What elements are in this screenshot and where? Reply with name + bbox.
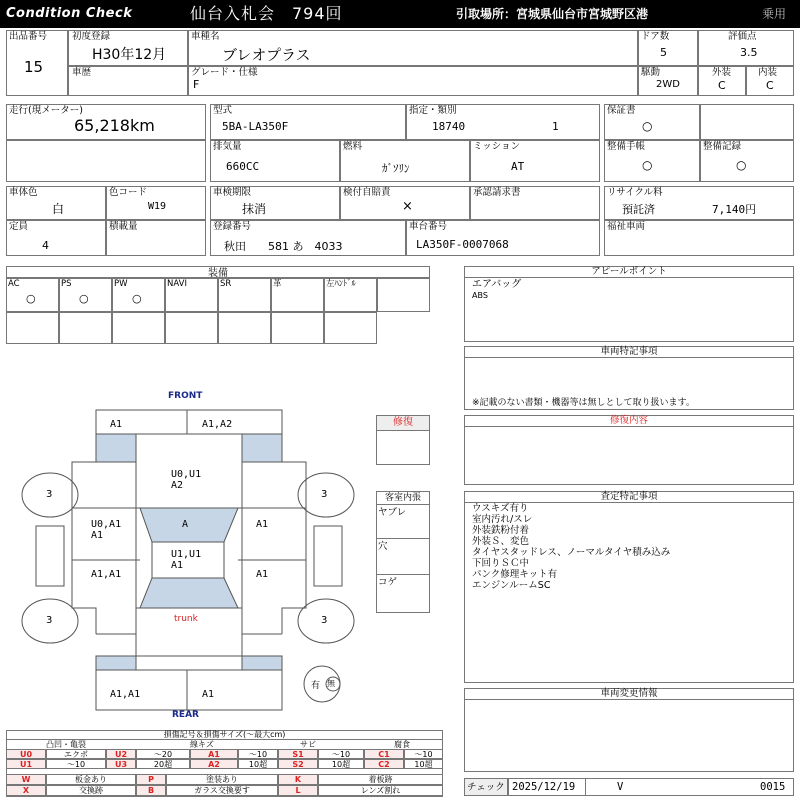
mileage-extra-box — [6, 140, 206, 182]
equipment-title: 装備 — [6, 266, 430, 278]
legend-bottom-cell: レンズ割れ — [318, 785, 443, 796]
legend-cell: U0 — [6, 749, 46, 759]
legend-cell: A2 — [190, 759, 238, 769]
legend-bottom-cell: P — [136, 774, 166, 785]
history-label: 車歴 — [72, 67, 92, 78]
assessment-line-6: 下回りＳＣ中 — [472, 558, 530, 569]
changes-title: 車両変更情報 — [464, 688, 794, 700]
legend-cell: 10超 — [238, 759, 278, 769]
legend-cell: 20超 — [136, 759, 190, 769]
load-label: 積載量 — [109, 221, 138, 232]
special-notes-title: 車両特記事項 — [464, 346, 794, 358]
hood-damage-1: U0,U1 — [171, 469, 202, 480]
grade-value: F — [193, 78, 200, 91]
equipment-empty-cell — [324, 312, 377, 344]
equipment-empty-cell — [271, 312, 324, 344]
equipment-value: ○ — [26, 292, 36, 305]
recycle-status: 預託済 — [622, 203, 655, 216]
score-label: 評価点 — [728, 31, 757, 42]
legend-bottom-cell: 板金あり — [46, 774, 136, 785]
legend-title: 損傷記号＆損傷サイズ(～最大cm) — [6, 730, 443, 740]
special-notes-text: ※記載のない書類・機器等は無しとして取り扱います。 — [472, 398, 695, 408]
interior-trim-item-3: コゲ — [378, 577, 398, 588]
equipment-label: SR — [220, 279, 232, 289]
maint-book-value: ○ — [642, 158, 653, 172]
body-color-value: 白 — [52, 202, 65, 216]
displacement-value: 660CC — [226, 160, 260, 173]
spec-label: 指定・類別 — [409, 105, 457, 116]
equipment-empty-cell — [59, 312, 112, 344]
mileage-value: 65,218km — [74, 116, 155, 135]
warranty-value: ○ — [642, 119, 653, 133]
equipment-label: 左ﾊﾝﾄﾞﾙ — [326, 279, 356, 289]
car-name-value: ブレオプラス — [222, 46, 311, 64]
left-front-door-damage-2: A1 — [91, 530, 104, 541]
legend-cell: C1 — [364, 749, 404, 759]
roof-damage-1: U1,U1 — [171, 549, 202, 560]
repair-contents-title: 修復内容 — [464, 415, 794, 427]
hood-damage-2: A2 — [171, 480, 184, 491]
legend-cell: 10超 — [404, 759, 443, 769]
drive-label: 駆動 — [641, 67, 661, 78]
appeal-line-2: ABS — [472, 291, 488, 300]
equipment-label: 革 — [273, 279, 282, 289]
legend-cell: U1 — [6, 759, 46, 769]
reg-no-label: 登録番号 — [213, 221, 252, 232]
capacity-label: 定員 — [9, 221, 29, 232]
chassis-value: LA350F-0007068 — [416, 238, 509, 251]
interior-trim-title: 客室内張 — [376, 491, 430, 505]
warranty-extra-box — [700, 104, 794, 140]
equipment-empty-cell — [165, 312, 218, 344]
equipment-empty-cell — [218, 312, 271, 344]
check-label: チェック — [467, 782, 505, 793]
approval-label: 承認請求書 — [473, 187, 521, 198]
liability-label: 検付自賠責 — [343, 187, 391, 198]
legend-bottom-cell: K — [278, 774, 318, 785]
legend-cell: A1 — [190, 749, 238, 759]
front-left-panel-damage: A1 — [110, 419, 123, 430]
first-reg-value: H30年12月 — [92, 47, 167, 63]
first-reg-label: 初度登録 — [72, 31, 111, 42]
rear-window-shape — [140, 578, 238, 608]
assessment-line-8: エンジンルームSC — [472, 580, 551, 591]
reg-no-value: 秋田 581 あ 4033 — [224, 240, 343, 253]
legend-cell: ～20 — [136, 749, 190, 759]
car-damage-diagram — [0, 380, 440, 725]
legend-cell: ～10 — [404, 749, 443, 759]
legend-cell: C2 — [364, 759, 404, 769]
interior-label: 内装 — [758, 67, 778, 78]
assessment-line-3: 外装鉄粉付着 — [472, 525, 530, 536]
equipment-label: NAVI — [167, 279, 187, 289]
doors-value: 5 — [660, 46, 667, 59]
spec-value2: 1 — [552, 120, 559, 133]
interior-trim-item-1: ヤブレ — [378, 507, 407, 518]
appeal-line-1: エアバッグ — [472, 279, 522, 290]
right-rear-door-damage: A1 — [256, 569, 269, 580]
inspection-value: 抹消 — [242, 202, 267, 216]
rear-left-panel-damage: A1,A1 — [110, 689, 141, 700]
doors-label: ドア数 — [641, 31, 670, 42]
legend-bottom-cell: 塗装あり — [166, 774, 278, 785]
left-rear-door-damage: A1,A1 — [91, 569, 122, 580]
legend-cell: S1 — [278, 749, 318, 759]
assessment-line-1: ウスキズ有り — [472, 503, 529, 514]
roof-damage-2: A1 — [171, 560, 184, 571]
front-label: FRONT — [168, 391, 203, 401]
tire-rear-right-value: 3 — [321, 615, 328, 626]
right-front-door-damage: A1 — [256, 519, 269, 530]
legend-cell: ～10 — [46, 759, 106, 769]
legend-bottom-cell: W — [6, 774, 46, 785]
fuel-value: ｶﾞｿﾘﾝ — [382, 162, 410, 175]
recycle-value: 7,140円 — [712, 203, 757, 216]
windshield-damage: A — [182, 519, 189, 530]
legend-cell: ～10 — [318, 749, 364, 759]
equipment-empty-cell — [112, 312, 165, 344]
mileage-label: 走行(現メーター) — [9, 105, 83, 116]
equipment-label: PS — [61, 279, 72, 289]
trunk-label: trunk — [174, 614, 198, 624]
model-label: 型式 — [213, 105, 233, 116]
lot-label: 出品番号 — [9, 31, 48, 42]
pickup-location: 引取場所：宮城県仙台市宮城野区港 — [456, 7, 649, 21]
windshield-shape — [140, 508, 238, 542]
maint-book-label: 整備手帳 — [607, 141, 646, 152]
assessment-line-4: 外装Ｓ、変色 — [472, 536, 530, 547]
legend-bottom-cell: B — [136, 785, 166, 796]
color-code-value: W19 — [148, 201, 167, 212]
check-date: 2025/12/19 — [512, 781, 576, 793]
chassis-label: 車台番号 — [409, 221, 448, 232]
equipment-cell-extra — [377, 278, 430, 312]
grade-label: グレード・仕様 — [191, 67, 258, 78]
vehicle-category: 乗用 — [762, 7, 787, 21]
exterior-label: 外装 — [712, 67, 732, 78]
roof-shape — [152, 542, 224, 578]
legend-cell: S2 — [278, 759, 318, 769]
equipment-value: ○ — [79, 292, 89, 305]
exterior-value: C — [718, 79, 726, 92]
equipment-empty-cell — [6, 312, 59, 344]
condition-check-logo: Condition Check — [6, 6, 133, 21]
front-bumper-shape — [96, 410, 282, 434]
interior-value: C — [766, 79, 774, 92]
rear-right-panel-damage: A1 — [202, 689, 215, 700]
maint-record-label: 整備記録 — [703, 141, 742, 152]
body-color-label: 車体色 — [9, 187, 38, 198]
fuel-label: 燃料 — [343, 141, 363, 152]
equipment-label: PW — [114, 279, 128, 289]
car-name-label: 車種名 — [191, 31, 220, 42]
interior-trim-item-2: 穴 — [378, 541, 388, 552]
appeal-title: アピールポイント — [464, 266, 794, 278]
legend-cell: エクボ — [46, 749, 106, 759]
tire-rear-left-value: 3 — [46, 615, 53, 626]
repair-title: 修復 — [376, 415, 430, 431]
displacement-label: 排気量 — [213, 141, 242, 152]
legend-cell: U2 — [106, 749, 136, 759]
tire-front-left-value: 3 — [46, 489, 53, 500]
check-code: V — [617, 781, 624, 793]
left-front-door-damage-1: U0,A1 — [91, 519, 122, 530]
spare-label: 有 — [311, 681, 321, 691]
legend-cell: ～10 — [238, 749, 278, 759]
warranty-label: 保証書 — [607, 105, 636, 116]
spec-value1: 18740 — [432, 120, 466, 133]
recycle-label: リサイクル料 — [607, 187, 663, 198]
maint-record-value: ○ — [736, 158, 747, 172]
legend-cell: U3 — [106, 759, 136, 769]
legend-bottom-cell: 着板跡 — [318, 774, 443, 785]
legend-group-1: 凸凹・亀裂 — [46, 740, 86, 749]
rear-label: REAR — [172, 710, 199, 720]
mission-value: AT — [511, 160, 525, 173]
legend-bottom-cell: 交換跡 — [46, 785, 136, 796]
legend-bottom-cell: L — [278, 785, 318, 796]
legend-group-2: 線キズ — [190, 740, 214, 749]
lot-value: 15 — [24, 58, 44, 76]
welfare-label: 福祉車両 — [607, 221, 646, 232]
equipment-value: ○ — [132, 292, 142, 305]
spare-symbol: 無 — [327, 679, 335, 688]
front-right-panel-damage: A1,A2 — [202, 419, 233, 430]
legend-bottom-cell: ガラス交換要す — [166, 785, 278, 796]
assessment-line-2: 室内汚れ/スレ — [472, 514, 533, 525]
check-number: 0015 — [760, 781, 786, 793]
liability-value: × — [402, 199, 413, 214]
legend-group-4: 腐食 — [394, 740, 410, 749]
model-value: 5BA-LA350F — [222, 120, 289, 133]
legend-group-3: サビ — [300, 740, 316, 749]
drive-value: 2WD — [656, 79, 680, 90]
score-value: 3.5 — [740, 46, 758, 59]
assessment-line-5: タイヤスタッドレス、ノーマルタイヤ積み込み — [472, 547, 671, 558]
mission-label: ミッション — [473, 141, 521, 152]
changes-box — [464, 688, 794, 772]
assessment-title: 査定特記事項 — [464, 491, 794, 503]
auction-title: 仙台入札会 794回 — [190, 4, 343, 23]
capacity-value: 4 — [42, 239, 49, 252]
assessment-line-7: パンク修理キット有 — [472, 569, 558, 580]
legend-bottom-cell: X — [6, 785, 46, 796]
inspection-label: 車検期限 — [213, 187, 252, 198]
equipment-label: AC — [8, 279, 20, 289]
tire-front-right-value: 3 — [321, 489, 328, 500]
color-code-label: 色コード — [109, 187, 148, 198]
legend-cell: 10超 — [318, 759, 364, 769]
